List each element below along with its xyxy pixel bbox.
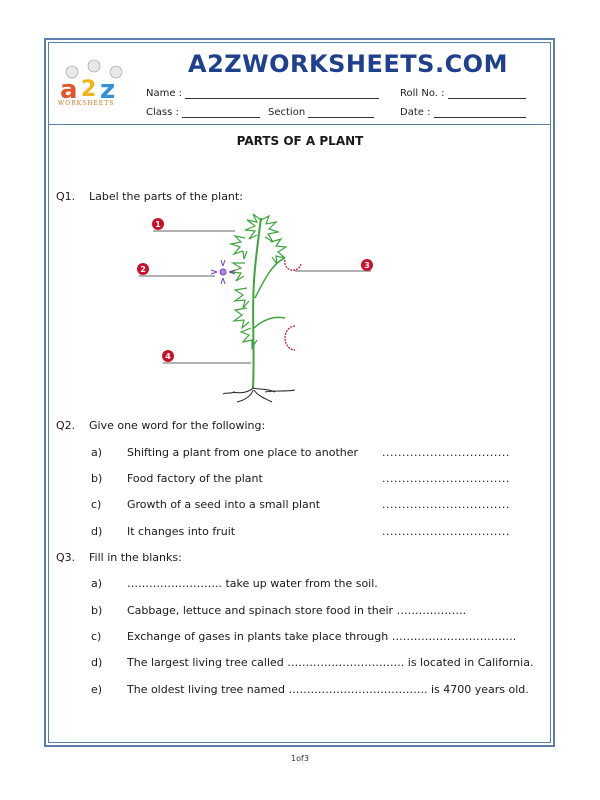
q3-item-letter: c)	[91, 630, 102, 643]
q2-item-letter: c)	[91, 498, 102, 511]
marker-3-label: 3	[364, 261, 370, 270]
date-line	[434, 108, 526, 118]
date-label: Date :	[400, 107, 431, 118]
class-label: Class :	[146, 107, 179, 118]
q2-item-letter: b)	[91, 472, 103, 485]
header-rule	[48, 124, 551, 125]
q2-item-letter: d)	[91, 525, 103, 538]
marker-2-label: 2	[140, 265, 146, 274]
q3-item-text[interactable]: The largest living tree called ………………………….. is located in California.	[127, 656, 534, 669]
q3-number: Q3.	[56, 551, 76, 564]
q2-answer-blank[interactable]: ................................	[382, 498, 510, 511]
svg-text:a: a	[60, 75, 78, 105]
q3-item-letter: a)	[91, 577, 103, 590]
marker-1-label: 1	[155, 220, 161, 229]
class-field[interactable]	[146, 107, 260, 118]
q1-number: Q1.	[56, 190, 76, 203]
roll-field[interactable]	[400, 88, 526, 99]
name-line	[185, 89, 379, 99]
q2-item-letter: a)	[91, 446, 103, 459]
q3-item-text[interactable]: …………………….. take up water from the soil.	[127, 577, 378, 590]
q1-text: Label the parts of the plant:	[89, 190, 243, 203]
name-field[interactable]	[146, 88, 379, 99]
q2-answer-blank[interactable]: ................................	[382, 472, 510, 485]
class-line	[182, 108, 260, 118]
fruit-top	[285, 260, 301, 270]
q2-answer-blank[interactable]: ................................	[382, 525, 510, 538]
q2-item-text: It changes into fruit	[127, 525, 236, 538]
svg-text:2: 2	[81, 77, 97, 102]
q3-item-letter: d)	[91, 656, 103, 669]
plant-diagram	[135, 208, 385, 408]
q2-item-text: Growth of a seed into a small plant	[127, 498, 321, 511]
marker-3	[361, 259, 373, 271]
roll-label: Roll No. :	[400, 88, 445, 99]
q2-item-text: Food factory of the plant	[127, 472, 263, 485]
roll-line	[448, 89, 526, 99]
roots	[223, 388, 295, 402]
q3-item-letter: b)	[91, 604, 103, 617]
svg-text:z: z	[100, 75, 116, 105]
section-line	[308, 108, 374, 118]
q2-item-text: Shifting a plant from one place to another	[127, 446, 359, 459]
page-title: PARTS OF A PLANT	[236, 134, 364, 148]
fruit-bottom	[285, 326, 295, 350]
q3-item-letter: e)	[91, 683, 103, 696]
page-number: 1of3	[291, 754, 309, 763]
stem	[253, 218, 261, 388]
q3-item-text[interactable]: Exchange of gases in plants take place through …………………………….	[127, 630, 517, 643]
q2-number: Q2.	[56, 419, 76, 432]
site-title: A2ZWORKSHEETS.COM	[188, 50, 508, 78]
section-field[interactable]	[268, 107, 374, 118]
q2-answer-blank[interactable]: ................................	[382, 446, 510, 459]
date-field[interactable]	[400, 107, 526, 118]
marker-2	[137, 263, 149, 275]
section-label: Section	[268, 107, 306, 118]
q3-item-text[interactable]: The oldest living tree named ……………………………….. is 4700 years old.	[127, 683, 529, 696]
marker-4-label: 4	[165, 352, 171, 361]
name-label: Name :	[146, 88, 183, 99]
marker-4	[162, 350, 174, 362]
marker-1	[152, 218, 164, 230]
q3-text: Fill in the blanks:	[89, 551, 182, 564]
q2-text: Give one word for the following:	[89, 419, 266, 432]
q3-item-text[interactable]: Cabbage, lettuce and spinach store food in their ……………….	[127, 604, 467, 617]
logo-caption: WORKSHEETS	[58, 100, 115, 107]
